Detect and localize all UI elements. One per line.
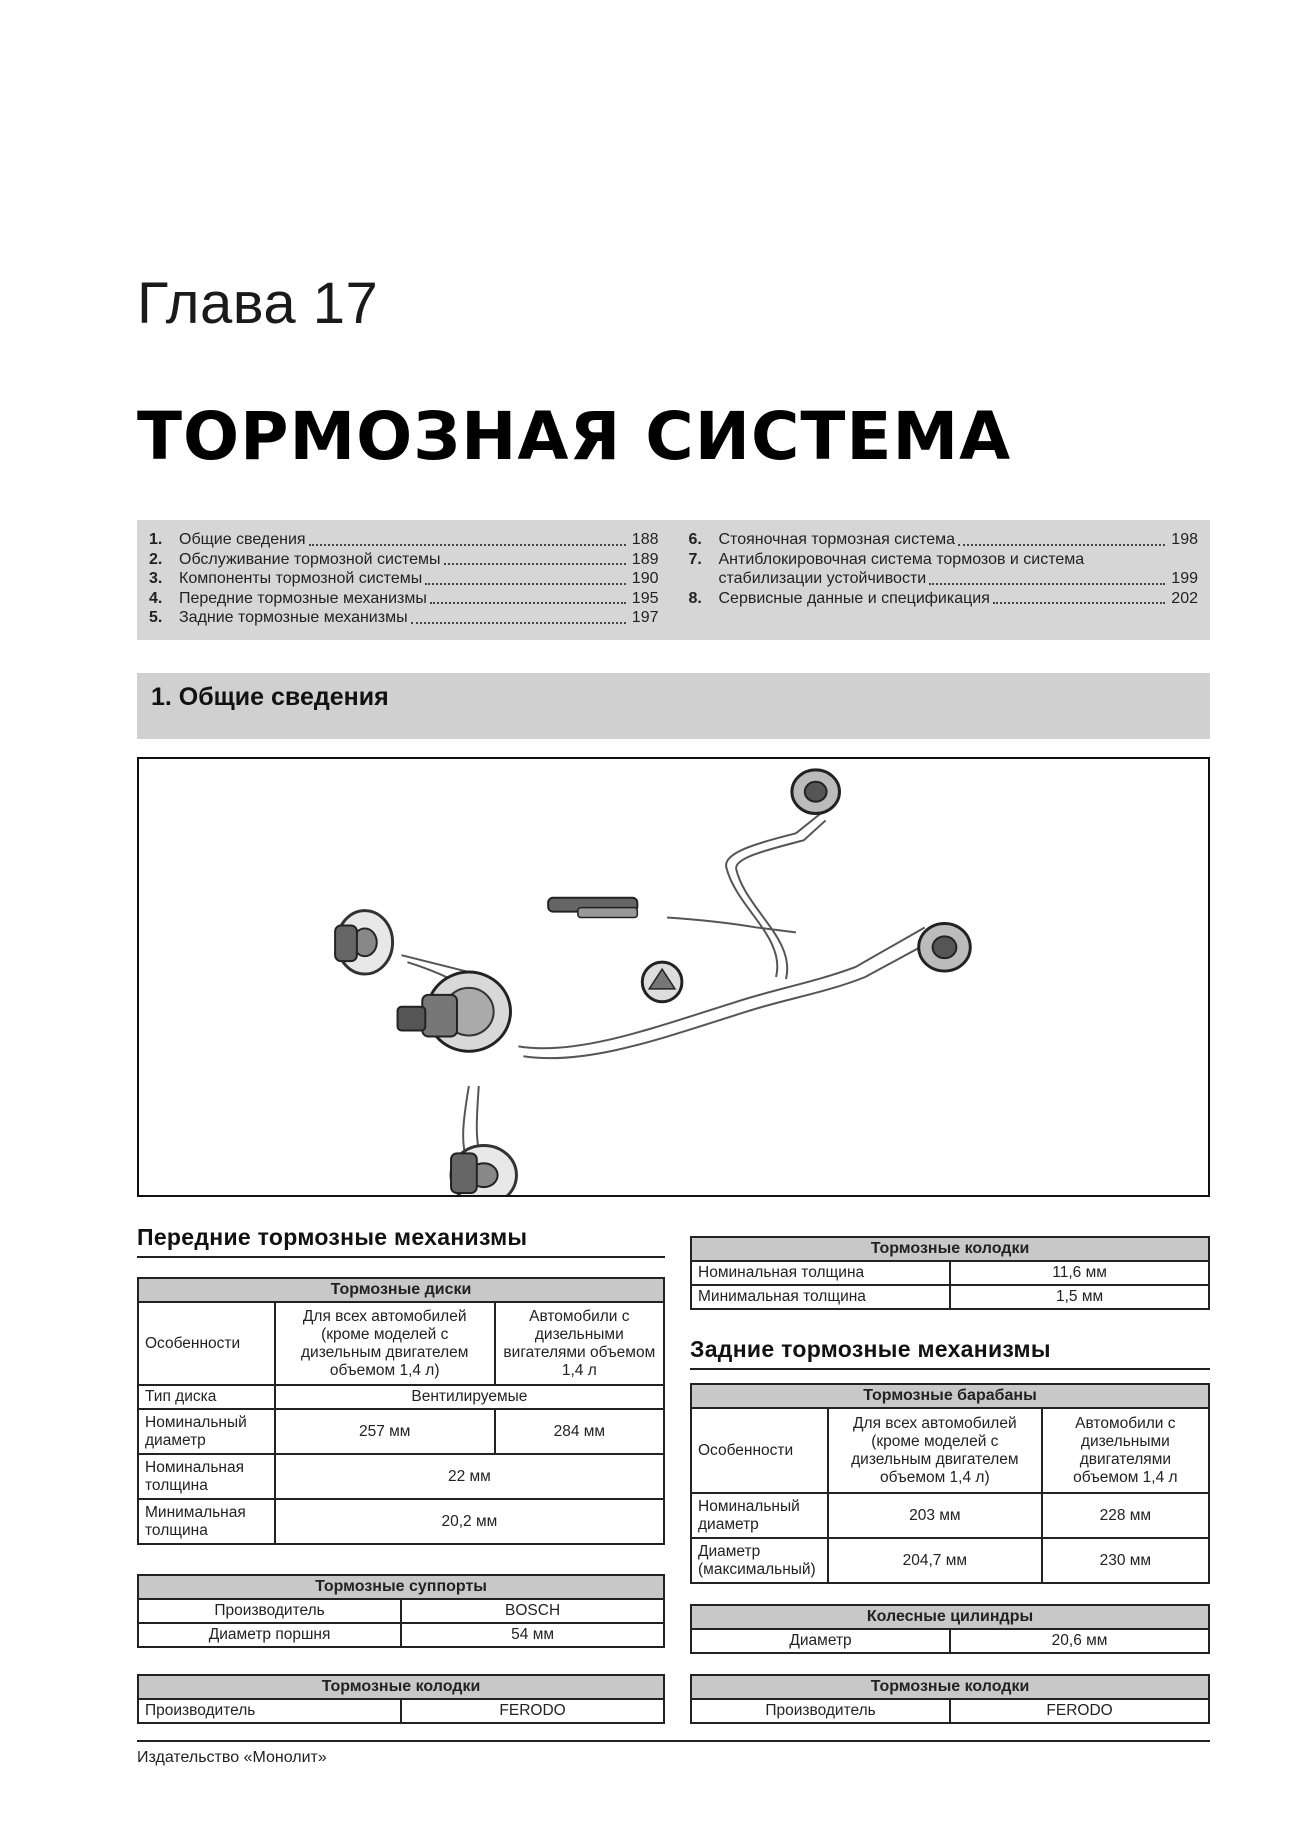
toc-num: 5.: [149, 609, 163, 626]
row-label: Диаметр: [691, 1629, 950, 1653]
toc-label: Задние тормозные механизмы: [179, 609, 408, 626]
toc-label-continued: стабилизации устойчивости: [718, 570, 927, 587]
footer-rule: [137, 1740, 1210, 1742]
toc-num: 7.: [688, 550, 702, 568]
toc-num: 4.: [149, 589, 163, 607]
rear-pads-table: [690, 1674, 1210, 1724]
cell-value: 230 мм: [1042, 1538, 1209, 1583]
table-title: Тормозные суппорты: [138, 1575, 664, 1599]
cell-value: Вентилируемые: [275, 1385, 664, 1409]
toc-item[interactable]: [149, 550, 659, 570]
table-of-contents: [137, 520, 1210, 640]
front-pads-thickness-table: [690, 1236, 1210, 1310]
row-label: Тип диска: [138, 1385, 275, 1409]
table-title: Тормозные колодки: [691, 1675, 1209, 1699]
front-right-brake: [451, 1145, 516, 1195]
front-brakes-heading: Передние тормозные механизмы: [137, 1224, 528, 1250]
toc-item[interactable]: [149, 608, 659, 628]
table-title: Тормозные колодки: [691, 1237, 1209, 1261]
chapter-title: ТОРМОЗНАЯ СИСТЕМА: [137, 398, 1012, 475]
row-label: Диаметр (максимальный): [691, 1538, 828, 1583]
rear-brakes-heading: Задние тормозные механизмы: [690, 1336, 1051, 1362]
toc-page: 202: [1171, 589, 1198, 607]
toc-label: Сервисные данные и спецификация: [718, 589, 990, 607]
front-pads-table: [137, 1674, 665, 1724]
toc-page: 188: [631, 531, 659, 548]
cell-value: 228 мм: [1042, 1493, 1209, 1538]
toc-num: 6.: [688, 531, 702, 548]
brake-booster: [398, 972, 511, 1051]
toc-label: Передние тормозные механизмы: [179, 589, 427, 607]
cell-value: FERODO: [401, 1699, 664, 1723]
toc-num: 8.: [688, 589, 702, 607]
toc-page: 197: [631, 609, 659, 626]
row-label: Номинальный диаметр: [138, 1409, 275, 1454]
row-label: Производитель: [691, 1699, 950, 1723]
toc-num: 1.: [149, 531, 163, 548]
feature-label: Особенности: [138, 1302, 275, 1385]
toc-label: Общие сведения: [179, 531, 306, 548]
toc-label: Обслуживание тормозной системы: [179, 550, 441, 568]
front-discs-table: [137, 1277, 665, 1545]
cell-value: 22 мм: [275, 1454, 664, 1499]
column-header: Автомобили с дизельными двигателями объемом 1,4 л: [1042, 1408, 1209, 1493]
row-label: Номинальный диаметр: [691, 1493, 828, 1538]
row-label: Минимальная толщина: [691, 1285, 950, 1309]
toc-page: 199: [1171, 570, 1198, 587]
publisher-footer: Издательство «Монолит»: [137, 1749, 327, 1766]
column-header: Автомобили с дизельными вигателями объемом 1,4 л: [495, 1302, 664, 1385]
cell-value: 11,6 мм: [950, 1261, 1209, 1285]
abs-module: [642, 962, 682, 1002]
cell-value: 284 мм: [495, 1409, 664, 1454]
cell-value: 54 мм: [401, 1623, 664, 1647]
toc-page: 189: [631, 550, 659, 568]
toc-page: 198: [1171, 531, 1198, 548]
toc-num: 3.: [149, 570, 163, 587]
toc-left-column: [149, 530, 659, 630]
chapter-number: Глава 17: [137, 271, 379, 336]
toc-item[interactable]: [689, 589, 1199, 609]
toc-item[interactable]: [149, 589, 659, 609]
table-title: Тормозные колодки: [138, 1675, 664, 1699]
toc-item[interactable]: [689, 530, 1199, 550]
cell-value: 1,5 мм: [950, 1285, 1209, 1309]
front-left-brake: [335, 911, 392, 974]
toc-label: Компоненты тормозной системы: [179, 570, 423, 587]
row-label: Номинальная толщина: [138, 1454, 275, 1499]
row-label: Производитель: [138, 1699, 401, 1723]
toc-item[interactable]: [689, 550, 1199, 589]
row-label: Производитель: [138, 1599, 401, 1623]
feature-label: Особенности: [691, 1408, 828, 1493]
heading-underline: [690, 1368, 1210, 1370]
brake-system-drawing: [139, 759, 1208, 1195]
toc-page: 195: [631, 589, 659, 607]
toc-item[interactable]: [149, 530, 659, 550]
parking-brake-lever: [548, 898, 637, 918]
cell-value: 20,2 мм: [275, 1499, 664, 1544]
cell-value: BOSCH: [401, 1599, 664, 1623]
cell-value: 20,6 мм: [950, 1629, 1209, 1653]
toc-num: 2.: [149, 550, 163, 568]
cell-value: 257 мм: [275, 1409, 495, 1454]
cell-value: 204,7 мм: [828, 1538, 1042, 1583]
cell-value: FERODO: [950, 1699, 1209, 1723]
toc-label: Антиблокировочная система тормозов и система: [718, 550, 1085, 568]
row-label: Минимальная толщина: [138, 1499, 275, 1544]
rear-right-drum: [792, 770, 840, 814]
rear-drums-table: [690, 1383, 1210, 1584]
table-title: Тормозные барабаны: [691, 1384, 1209, 1408]
row-label: Диаметр поршня: [138, 1623, 401, 1647]
toc-label: Стояночная тормозная система: [718, 531, 956, 548]
toc-right-column: [689, 530, 1199, 630]
section-title: 1. Общие сведения: [151, 683, 389, 711]
section-heading-bar: [137, 673, 1210, 739]
brake-system-illustration: [137, 757, 1210, 1197]
cell-value: 203 мм: [828, 1493, 1042, 1538]
column-header: Для всех автомобилей (кроме моделей с дизельным двигателем объемом 1,4 л): [275, 1302, 495, 1385]
wheel-cylinders-table: [690, 1604, 1210, 1654]
toc-page: 190: [631, 570, 659, 587]
rear-left-drum: [919, 923, 971, 971]
front-calipers-table: [137, 1574, 665, 1648]
table-title: Тормозные диски: [138, 1278, 664, 1302]
heading-underline: [137, 1256, 665, 1258]
toc-item[interactable]: [149, 569, 659, 589]
column-header: Для всех автомобилей (кроме моделей с дизельным двигателем объемом 1,4 л): [828, 1408, 1042, 1493]
table-title: Колесные цилиндры: [691, 1605, 1209, 1629]
row-label: Номинальная толщина: [691, 1261, 950, 1285]
